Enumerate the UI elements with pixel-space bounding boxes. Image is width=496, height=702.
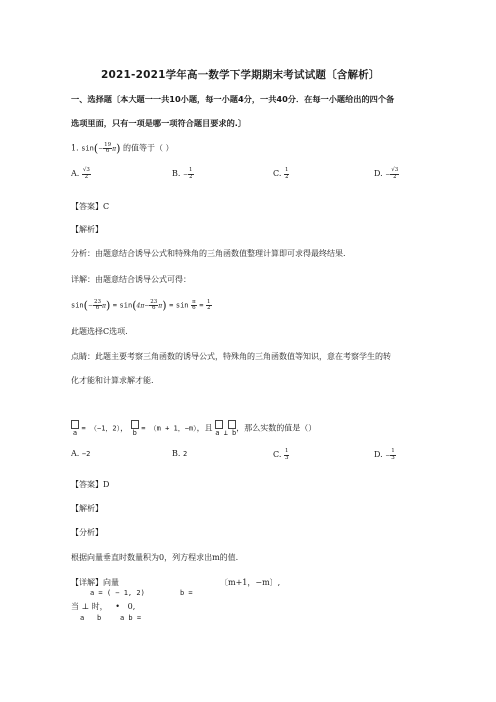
q1-option-b-minus: −: [182, 171, 188, 178]
q1-option-d-den: 2: [393, 173, 397, 180]
q2-analysis-tag: 【解析】: [71, 504, 103, 513]
q1-stem: [71, 142, 174, 155]
q2-vector-a: [71, 420, 79, 437]
eq-pi-1: π: [101, 302, 106, 310]
q2-perp-condition: [215, 420, 236, 437]
q1-choose: 此题选择C选项.: [71, 327, 128, 336]
q2-option-b: [172, 449, 187, 458]
q2-ab-equals: a b =: [120, 614, 142, 622]
q1-equation: [71, 299, 212, 312]
q2-detail-b-value: 〔m+1，−m〕,: [220, 578, 281, 587]
eq-frac-1: [93, 300, 102, 312]
eq-minus-2: −: [144, 302, 150, 310]
q2-a-label: a: [72, 429, 78, 437]
q2-cond: a ⊥ b: [215, 429, 237, 437]
q1-option-d-frac: [390, 168, 399, 180]
eq-frac-3: [191, 300, 197, 312]
q2-shi: 时，: [91, 602, 108, 611]
q2-vector-b: [131, 420, 139, 437]
q2-option-d-label: D.: [374, 450, 383, 459]
q2-option-a: [71, 449, 90, 458]
vector-arrow-box-a: [71, 420, 79, 429]
section-heading-line2: 选项里面，只有一项是哪一项符合题目要求的.〕: [71, 118, 247, 128]
q1-analysis: 分析：由题意结合诱导公式和特殊角的三角函数值整理计算即可求得最终结果.: [71, 249, 346, 258]
q2-option-a-label: A.: [71, 449, 80, 458]
q1-frac-num: 19: [104, 141, 112, 148]
eq-frac-3-den: 6: [192, 305, 196, 311]
eq-frac-2: [149, 300, 158, 312]
eq-equals-1: =: [112, 301, 117, 310]
q2-option-d-frac: [390, 449, 396, 461]
q2-stem-tail: ，那么实数的值是（）: [236, 423, 317, 433]
q1-option-d: [374, 168, 399, 180]
q1-option-c-num: 1: [284, 167, 289, 173]
q2-detail-a: a = ( − 1, 2): [90, 589, 145, 597]
q2-option-a-value: −2: [81, 450, 91, 458]
q2-detail-b: b =: [180, 589, 193, 597]
q1-pi: π: [112, 145, 117, 153]
q1-option-b-label: B.: [172, 169, 181, 178]
eq-frac-3-num: π: [192, 298, 196, 305]
q2-b-value: = （m + 1，−m）: [141, 424, 197, 433]
q1-analysis-tag: 【解析】: [71, 225, 103, 234]
q1-option-a-den: 2: [84, 173, 89, 180]
q1-option-d-minus: −: [385, 171, 391, 178]
q2-detail-tag: 【详解】向量: [71, 578, 119, 587]
q2-vec-a-label: a: [80, 614, 85, 622]
q1-minus: −: [98, 145, 104, 153]
eq-equals-2: =: [169, 301, 174, 310]
q2-a-value: = （−1，2）: [81, 424, 121, 433]
q1-paren-open: (: [93, 142, 99, 155]
eq-four-pi: 4π: [136, 302, 145, 310]
q2-answer: 【答案】D: [71, 480, 110, 489]
eq-pi-2: π: [158, 302, 163, 310]
eq-frac-4-num: 1: [207, 298, 211, 305]
eq-frac-2-num: 23: [150, 298, 158, 305]
q1-option-a-frac: [82, 168, 91, 180]
q1-option-c-label: C.: [273, 169, 282, 178]
q2-option-b-value: 2: [182, 450, 188, 458]
vector-arrow-box-b: [131, 420, 139, 429]
eq-frac-4-den: 2: [207, 305, 211, 311]
q1-option-d-label: D.: [374, 169, 383, 178]
eq-minus-1: −: [87, 302, 93, 310]
q1-option-c-den: 2: [284, 173, 289, 180]
q2-when-line: [71, 601, 135, 612]
q2-vec-b-label: b: [97, 614, 102, 622]
q1-option-a: [71, 168, 91, 180]
eq-frac-2-den: 6: [152, 305, 156, 311]
q2-option-d-num: 1: [391, 448, 395, 454]
q1-option-a-label: A.: [71, 169, 80, 178]
q1-answer: 【答案】C: [71, 202, 110, 211]
q1-func: sin: [81, 144, 94, 153]
q1-option-c: [273, 168, 289, 180]
eq-frac-1-den: 6: [95, 305, 100, 311]
q1-option-b-num: 1: [189, 167, 193, 173]
q2-option-d-minus: −: [385, 452, 391, 459]
eq-sin-1: sin: [71, 301, 84, 310]
q2-option-c-frac: [284, 449, 290, 461]
q2-option-c: [273, 449, 289, 461]
q2-option-d: [374, 449, 396, 461]
eq-frac-4: [206, 300, 212, 312]
q1-option-a-num: √3: [82, 167, 90, 173]
q2-perp-symbol: ⊥: [81, 602, 90, 611]
q2-b-label: b: [132, 429, 137, 437]
q2-option-d-den: 3: [391, 454, 395, 461]
q1-comment-line1: 点睛：此题主要考察三角函数的诱导公式，特殊角的三角函数值等知识，意在考察学生的转: [71, 352, 391, 361]
q1-option-b: [172, 168, 194, 180]
q2-stem: a = （−1，2）， b = （m + 1，−m），且 a ⊥ b，那么实数的值是（）: [71, 420, 316, 437]
q1-stem-tail: 的值等于（ ）: [122, 143, 174, 153]
q1-paren-close: ): [116, 142, 121, 155]
document-title: 2021-2021学年高一数学下学期期末考试试题〔含解析〕: [101, 69, 380, 81]
q1-option-d-num: √3: [391, 167, 399, 173]
q1-comment-line2: 化才能和计算求解才能.: [71, 376, 154, 385]
q1-fraction: [103, 143, 112, 155]
q1-detail: 详解：由题意结合诱导公式可得：: [71, 275, 191, 284]
q2-option-c-num: 1: [284, 448, 289, 454]
q2-analysis: 根据向量垂直时数量积为0，列方程求出m的值.: [71, 553, 239, 562]
eq-paren-close-2: ): [162, 299, 167, 312]
q2-analysis-sub: 【分析】: [71, 528, 103, 537]
q1-option-c-frac: [284, 168, 290, 180]
q1-option-b-den: 2: [189, 173, 193, 180]
eq-sin-2: sin: [119, 301, 133, 310]
q2-if: ，且: [196, 423, 213, 433]
eq-paren-open-1: (: [83, 299, 88, 312]
eq-paren-close-1: ): [105, 299, 111, 312]
vector-arrow-box-c: [215, 420, 223, 429]
section-heading-line1: 一、选择题〔本大题一一共10小题，每一小题4分，一共40分．在每一小题给出的四个备: [71, 94, 395, 104]
q2-option-b-label: B.: [172, 449, 181, 458]
q2-when: 当: [71, 602, 79, 611]
q1-number: 1.: [71, 143, 79, 153]
q2-option-c-label: C.: [273, 450, 282, 459]
eq-equals-3: =: [199, 301, 204, 310]
q1-option-b-frac: [188, 168, 194, 180]
eq-frac-1-num: 23: [93, 298, 101, 305]
q2-zero: 0,: [127, 602, 136, 611]
eq-paren-open-2: (: [132, 299, 137, 312]
q2-dot-symbol: •: [115, 602, 120, 611]
q2-option-c-den: 3: [284, 454, 289, 461]
q1-frac-den: 6: [105, 148, 110, 154]
eq-sin-3: sin: [175, 301, 189, 310]
